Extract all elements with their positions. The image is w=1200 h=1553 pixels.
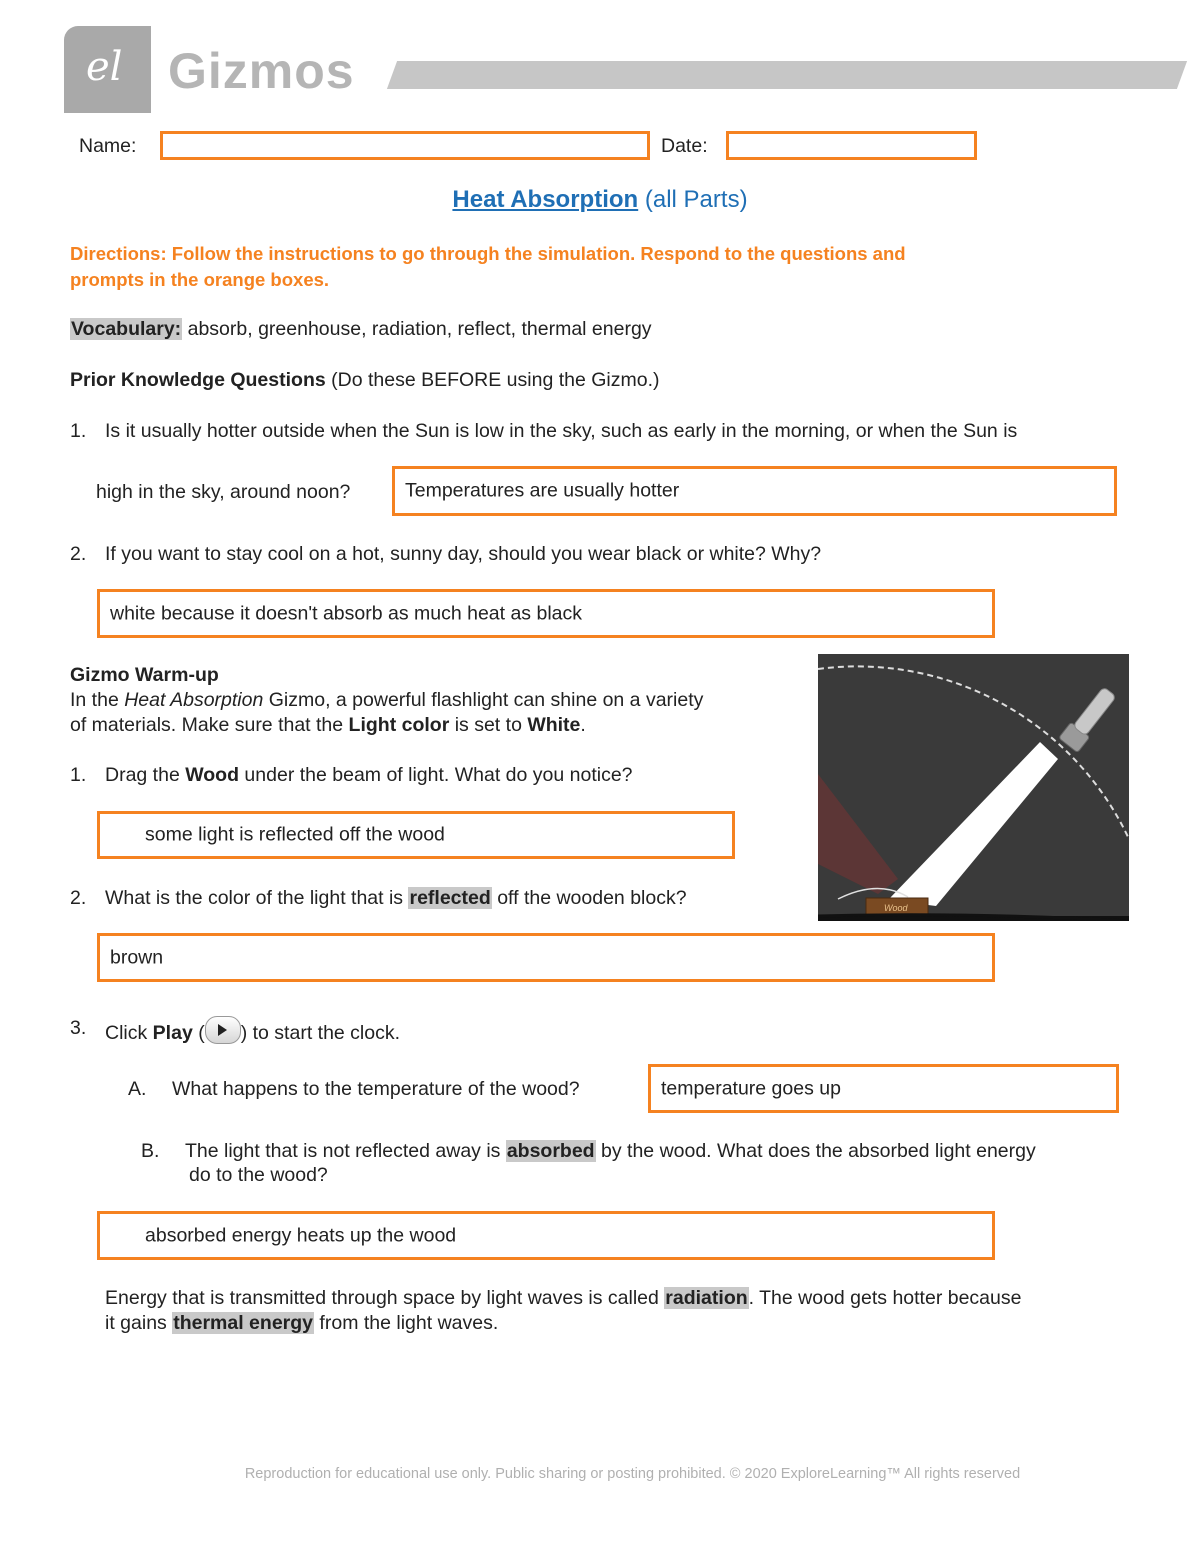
intro-light-color: Light color — [348, 714, 450, 736]
wu-q3a-text: What happens to the temperature of the wood? — [172, 1078, 580, 1100]
name-field[interactable] — [160, 131, 650, 160]
wu-q1-text — [105, 763, 633, 787]
directions-line2: prompts in the orange boxes. — [70, 269, 330, 290]
play-button-icon[interactable] — [205, 1016, 241, 1044]
intro-line2-c: . — [580, 714, 586, 736]
wu-q3a-letter: A. — [128, 1078, 147, 1100]
wu-q2-pre: What is the color of the light that is — [105, 887, 409, 909]
date-field[interactable] — [726, 131, 977, 160]
wu-q2-post: off the wooden block? — [491, 887, 687, 909]
wu-q1-answer: some light is reflected off the wood — [145, 823, 445, 846]
prior-knowledge-note: (Do these BEFORE using the Gizmo.) — [331, 369, 660, 391]
pk-q1-text-line2: high in the sky, around noon? — [96, 481, 351, 503]
directions-line1: Directions: Follow the instructions to go through the simulation. Respond to the questions and — [70, 243, 906, 264]
wu-q1-post: under the beam of light. What do you notice? — [239, 764, 633, 786]
closing-radiation: radiation — [665, 1287, 748, 1309]
prior-knowledge-title: Prior Knowledge Questions — [70, 369, 326, 391]
wu-q2-text — [105, 886, 687, 910]
wood-block-label: Wood — [884, 903, 908, 913]
prior-knowledge-heading — [70, 368, 660, 392]
wu-q1-bold: Wood — [185, 764, 240, 786]
light-beam — [888, 742, 1058, 906]
warmup-intro-line2 — [70, 713, 586, 737]
wu-q3-number: 3. — [70, 1017, 87, 1039]
intro-text-a: In the — [70, 689, 125, 711]
wu-q1-number: 1. — [70, 764, 87, 786]
pk-q2-answer-box[interactable] — [97, 589, 995, 638]
wu-q3a-answer: temperature goes up — [661, 1077, 841, 1099]
closing-line2 — [105, 1311, 498, 1335]
pk-q2-number: 2. — [70, 543, 87, 565]
wu-q3-text — [105, 1016, 400, 1045]
warmup-heading: Gizmo Warm-up — [70, 664, 219, 686]
page-title — [0, 186, 1200, 214]
intro-text-b: Gizmo, a powerful flashlight can shine on a variety — [263, 689, 704, 711]
wu-q3-mid: ( — [192, 1022, 205, 1044]
wu-q3b-text-line2: do to the wood? — [189, 1164, 328, 1186]
wu-q2-number: 2. — [70, 887, 87, 909]
wu-q3b-bold: absorbed — [506, 1140, 595, 1162]
pk-q2-text: If you want to stay cool on a hot, sunny day, should you wear black or white? Why? — [105, 543, 822, 565]
intro-line2-a: of materials. Make sure that the — [70, 714, 349, 736]
title-suffix: (all Parts) — [644, 186, 748, 213]
wu-q3b-pre: The light that is not reflected away is — [185, 1140, 506, 1162]
vocabulary-words: absorb, greenhouse, radiation, reflect, thermal energy — [187, 318, 652, 340]
wu-q3-pre: Click — [105, 1022, 153, 1044]
intro-gizmo-name: Heat Absorption — [124, 689, 264, 711]
name-label: Name: — [79, 135, 137, 157]
logo-badge — [64, 26, 151, 113]
intro-line2-b: is set to — [449, 714, 528, 736]
header-bar — [387, 61, 1187, 89]
closing-line2-pre: it gains — [105, 1312, 173, 1334]
footer-notice: Reproduction for educational use only. Public sharing or posting prohibited. © 2020 ExploreLearning™ All rights reserved — [244, 1466, 1021, 1482]
logo-glyph: el — [86, 44, 123, 90]
wu-q3b-text — [185, 1139, 1036, 1163]
wu-q3b-post: by the wood. What does the absorbed light energy — [595, 1140, 1036, 1162]
wu-q3-play: Play — [152, 1022, 193, 1044]
closing-line1 — [105, 1286, 1021, 1310]
wu-q3a-answer-box[interactable] — [648, 1064, 1119, 1113]
wu-q2-bold: reflected — [409, 887, 491, 909]
closing-line2-post: from the light waves. — [314, 1312, 499, 1334]
pk-q1-text: Is it usually hotter outside when the Sun is low in the sky, such as early in the morning, or when the Sun is — [105, 420, 1018, 442]
pk-q1-number: 1. — [70, 420, 87, 442]
pk-q1-answer-box[interactable] — [392, 466, 1117, 516]
wu-q3-post: ) to start the clock. — [240, 1022, 401, 1044]
pk-q2-answer: white because it doesn't absorb as much heat as black — [110, 602, 582, 624]
title-main: Heat Absorption — [452, 186, 639, 213]
warmup-intro-line1 — [70, 688, 703, 712]
wu-q2-answer-box[interactable] — [97, 933, 995, 982]
flashlight-icon — [1059, 684, 1120, 752]
wu-q3b-answer-box[interactable] — [97, 1211, 995, 1260]
vocabulary-label: Vocabulary: — [71, 318, 182, 340]
wu-q1-answer-box[interactable] — [97, 811, 735, 859]
reflected-light — [818, 774, 898, 894]
vocabulary — [70, 317, 652, 341]
simulation-screenshot — [818, 654, 1129, 921]
closing-thermal-energy: thermal energy — [173, 1312, 314, 1334]
closing-pre: Energy that is transmitted through space by light waves is called — [105, 1287, 665, 1309]
wu-q3b-letter: B. — [141, 1140, 160, 1162]
wu-q3b-answer: absorbed energy heats up the wood — [145, 1224, 457, 1246]
date-label: Date: — [661, 135, 708, 157]
closing-mid: . The wood gets hotter because — [748, 1287, 1022, 1309]
brand-name: Gizmos — [168, 43, 355, 99]
wu-q1-pre: Drag the — [105, 764, 186, 786]
pk-q1-answer: Temperatures are usually hotter — [405, 479, 680, 502]
wu-q2-answer: brown — [110, 946, 164, 968]
simulation-drawing — [818, 654, 1129, 921]
intro-white: White — [527, 714, 581, 736]
